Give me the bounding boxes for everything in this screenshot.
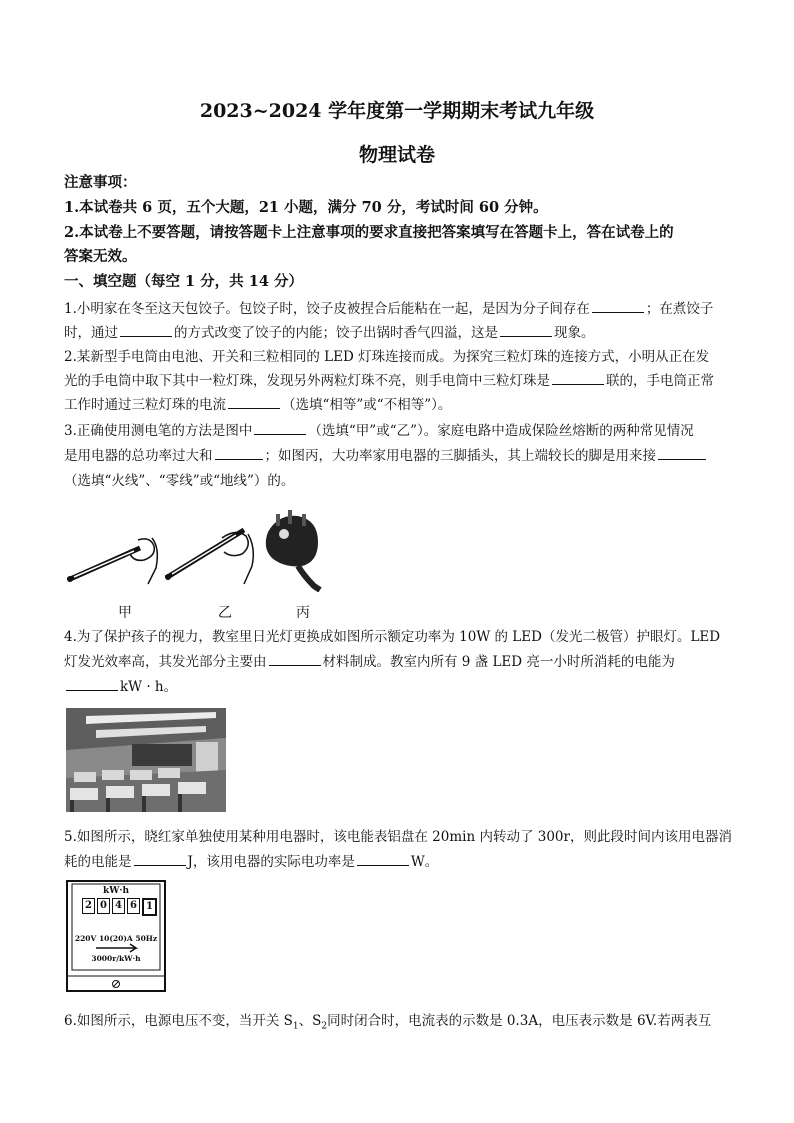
answer-blank <box>592 298 644 313</box>
answer-blank <box>228 394 280 409</box>
meter-digit: 1 <box>142 898 157 916</box>
question-1-line-2 <box>64 322 734 344</box>
meter-spec: 220V 10(20)A 50Hz <box>74 934 158 943</box>
notice-item-1: 1.本试卷共 6 页，五个大题，21 小题，满分 70 分，考试时间 60 分钟。 <box>64 199 548 216</box>
meter-rate: 3000r/kW·h <box>91 954 141 963</box>
q1-text-c: 时，通过 <box>64 325 118 341</box>
q5-text-d: W。 <box>410 854 439 870</box>
question-3-line-2 <box>64 445 734 467</box>
notice-heading: 注意事项： <box>64 174 137 191</box>
q2-text-c: 联的，手电筒正常 <box>606 373 714 389</box>
figure-caption-bing: 丙 <box>296 605 310 621</box>
answer-blank <box>134 851 186 866</box>
question-6-line-1 <box>64 1010 734 1038</box>
q4-text-d: kW · h。 <box>120 679 178 695</box>
q2-text-e: （选填“相等”或“不相等”）。 <box>282 397 452 413</box>
answer-blank <box>215 445 263 460</box>
q6-sub-2: 2 <box>321 1021 328 1032</box>
q3-text-b: （选填“甲”或“乙”）。家庭电路中造成保险丝熔断的两种常见情况 <box>308 423 694 439</box>
answer-blank <box>120 322 172 337</box>
notice-item-2b: 答案无效。 <box>64 248 137 265</box>
notice-item-2a: 2.本试卷上不要答题，请按答题卡上注意事项的要求直接把答案填写在答题卡上，答在试卷上的 <box>64 224 674 241</box>
figure-caption-yi: 乙 <box>218 605 232 621</box>
answer-blank <box>269 651 321 666</box>
q4-text-c: 材料制成。教室内所有 9 盏 LED 亮一小时所消耗的电能为 <box>322 654 675 670</box>
q5-text-c: J，该用电器的实际电功率是 <box>187 854 355 870</box>
q4-text-b: 灯发光效率高，其发光部分主要由 <box>64 654 267 670</box>
question-5-line-2 <box>64 851 734 873</box>
question-4-line-3 <box>64 676 734 698</box>
test-pen-figure-jia <box>64 508 164 592</box>
q6-sub-1: 1 <box>292 1021 299 1032</box>
question-3-line-1 <box>64 420 734 442</box>
q2-text-b: 光的手电筒中取下其中一粒灯珠，发现另外两粒灯珠不亮，则手电筒中三粒灯珠是 <box>64 373 550 389</box>
question-4-line-2 <box>64 651 734 673</box>
q6-text-c: 同时闭合时，电流表的示数是 0.3A，电压表示数是 6V.若两表互 <box>327 1013 712 1029</box>
question-2-line-1: 2.某新型手电筒由电池、开关和三粒相同的 LED 灯珠连接而成。为探究三粒灯珠的连接方式，小明从正在发 <box>64 349 710 365</box>
classroom-photo <box>66 708 226 812</box>
meter-digit: 0 <box>97 898 110 914</box>
question-1-line-1 <box>64 298 734 320</box>
exam-title: 2023~2024 学年度第一学期期末考试九年级 <box>199 100 595 122</box>
q3-text-c: 是用电器的总功率过大和 <box>64 448 213 464</box>
test-pen-figure-yi <box>162 508 262 592</box>
meter-unit: kW·h <box>102 886 130 896</box>
answer-blank <box>552 370 604 385</box>
answer-blank <box>254 420 306 435</box>
question-4-line-1: 4.为了保护孩子的视力，教室里日光灯更换成如图所示额定功率为 10W 的 LED（发光二极管）护眼灯。LED <box>64 629 721 645</box>
answer-blank <box>658 445 706 460</box>
meter-digit: 4 <box>112 898 125 914</box>
question-5-line-1: 5.如图所示，晓红家单独使用某种用电器时，该电能表铝盘在 20min 内转动了 300r，则此段时间内该用电器消 <box>64 829 732 845</box>
question-2-line-3 <box>64 394 734 416</box>
q1-text-b: ；在煮饺子 <box>645 301 714 317</box>
q6-text-b: 、S <box>298 1013 322 1029</box>
question-2-line-2 <box>64 370 734 392</box>
q1-text-e: 现象。 <box>554 325 595 341</box>
answer-blank <box>357 851 409 866</box>
answer-blank <box>500 322 552 337</box>
exam-subtitle: 物理试卷 <box>358 144 435 166</box>
q3-text-a: 3.正确使用测电笔的方法是图中 <box>64 423 253 439</box>
three-pin-plug-figure <box>258 510 328 592</box>
q1-text-d: 的方式改变了饺子的内能；饺子出锅时香气四溢，这是 <box>174 325 498 341</box>
q1-text-a: 1.小明家在冬至这天包饺子。包饺子时，饺子皮被捏合后能粘在一起，是因为分子间存在 <box>64 301 590 317</box>
meter-digits <box>82 898 157 916</box>
question-3-line-3: （选填“火线”、“零线”或“地线”）的。 <box>64 473 295 489</box>
q2-text-d: 工作时通过三粒灯珠的电流 <box>64 397 226 413</box>
q3-text-d: ；如图丙，大功率家用电器的三脚插头，其上端较长的脚是用来接 <box>264 448 656 464</box>
energy-meter <box>66 880 166 992</box>
answer-blank <box>66 676 118 691</box>
meter-digit: 2 <box>82 898 95 914</box>
meter-digit: 6 <box>127 898 140 914</box>
section-1-heading: 一、填空题（每空 1 分，共 14 分） <box>64 273 303 290</box>
q5-text-b: 耗的电能是 <box>64 854 132 870</box>
figure-caption-jia: 甲 <box>118 605 132 621</box>
q6-text-a: 6.如图所示，电源电压不变，当开关 S <box>64 1013 293 1029</box>
